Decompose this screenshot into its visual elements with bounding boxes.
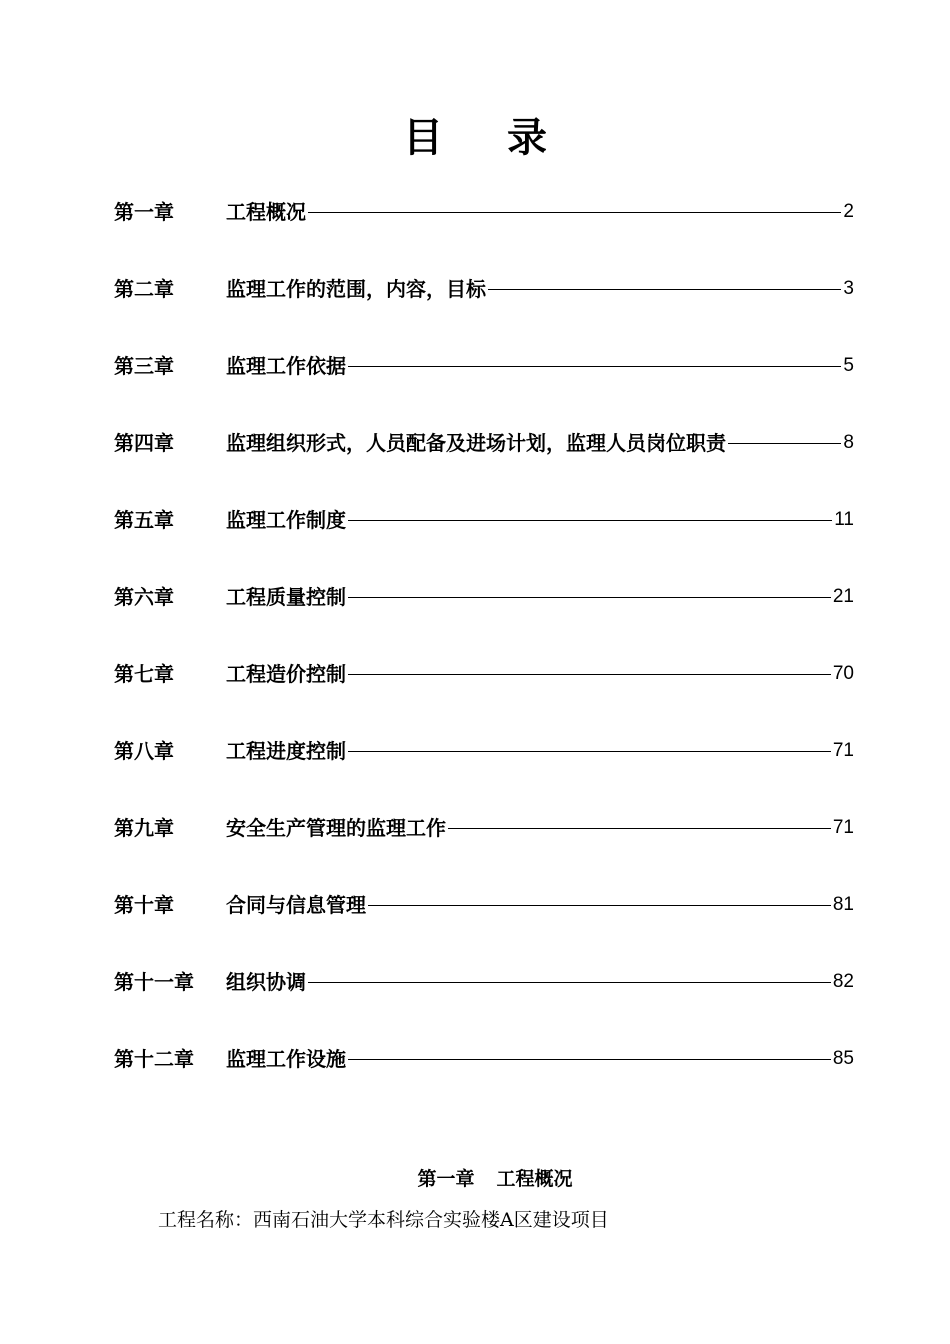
toc-chapter-number: 第十一章 bbox=[114, 970, 194, 994]
toc-chapter-number: 第十二章 bbox=[114, 1047, 194, 1071]
toc-chapter-heading: 安全生产管理的监理工作 bbox=[226, 816, 446, 840]
toc-page-number: 11 bbox=[834, 509, 854, 530]
toc-chapter-heading: 工程造价控制 bbox=[226, 662, 346, 686]
toc-leader-line bbox=[348, 348, 841, 384]
toc-leader-line bbox=[308, 964, 831, 1000]
toc-chapter-heading: 监理工作的范围，内容，目标 bbox=[226, 277, 486, 301]
toc-chapter-heading: 工程进度控制 bbox=[226, 739, 346, 763]
toc-leader-line bbox=[308, 194, 841, 230]
toc-chapter-number: 第二章 bbox=[114, 277, 174, 301]
toc-leader-line bbox=[728, 425, 841, 461]
toc-chapter-number: 第四章 bbox=[114, 431, 174, 455]
toc-chapter-heading: 合同与信息管理 bbox=[226, 893, 366, 917]
toc-page-number: 3 bbox=[843, 278, 854, 299]
toc-chapter-heading: 工程概况 bbox=[226, 200, 306, 224]
toc-page-number: 81 bbox=[832, 894, 854, 915]
toc-chapter-number: 第五章 bbox=[114, 508, 174, 532]
section-heading bbox=[0, 1163, 950, 1195]
toc-chapter-number: 第八章 bbox=[114, 739, 174, 763]
toc-entry[interactable] bbox=[114, 964, 854, 1041]
toc-page-number: 71 bbox=[832, 817, 854, 838]
toc-chapter-number: 第一章 bbox=[114, 200, 174, 224]
toc-entry[interactable] bbox=[114, 733, 854, 810]
toc-leader-line bbox=[348, 502, 832, 538]
toc-entry[interactable] bbox=[114, 810, 854, 887]
toc-chapter-number: 第七章 bbox=[114, 662, 174, 686]
project-name-value: 西南石油大学本科综合实验楼A区建设项目 bbox=[253, 1209, 609, 1231]
toc-page-number: 21 bbox=[832, 586, 854, 607]
toc-entry[interactable] bbox=[114, 1041, 854, 1118]
toc-chapter-heading: 监理组织形式，人员配备及进场计划，监理人员岗位职责 bbox=[226, 431, 726, 455]
toc-page-number: 5 bbox=[843, 355, 854, 376]
toc-entry[interactable] bbox=[114, 425, 854, 502]
toc-title-right: 录 bbox=[507, 115, 547, 161]
toc-entry[interactable] bbox=[114, 656, 854, 733]
toc-leader-line bbox=[348, 579, 831, 615]
toc-entry[interactable] bbox=[114, 502, 854, 579]
toc-chapter-number: 第九章 bbox=[114, 816, 174, 840]
toc-page-number: 82 bbox=[832, 971, 854, 992]
project-name-line bbox=[158, 1204, 609, 1236]
toc-leader-line bbox=[348, 733, 831, 769]
toc-page-number: 71 bbox=[832, 740, 854, 761]
toc-page-number: 85 bbox=[832, 1048, 854, 1069]
toc-title-left: 目 bbox=[403, 115, 443, 161]
toc-chapter-number: 第三章 bbox=[114, 354, 174, 378]
toc-page-number: 2 bbox=[843, 201, 854, 222]
toc-entry[interactable] bbox=[114, 271, 854, 348]
toc-list bbox=[114, 194, 854, 1118]
toc-chapter-heading: 组织协调 bbox=[226, 970, 306, 994]
toc-leader-line bbox=[488, 271, 841, 307]
toc-leader-line bbox=[448, 810, 831, 846]
toc-chapter-number: 第十章 bbox=[114, 893, 174, 917]
toc-chapter-heading: 监理工作设施 bbox=[226, 1047, 346, 1071]
toc-page-number: 70 bbox=[832, 663, 854, 684]
toc-leader-line bbox=[368, 887, 831, 923]
toc-entry[interactable] bbox=[114, 887, 854, 964]
toc-entry[interactable] bbox=[114, 579, 854, 656]
toc-entry[interactable] bbox=[114, 348, 854, 425]
toc-chapter-heading: 监理工作制度 bbox=[226, 508, 346, 532]
toc-chapter-heading: 监理工作依据 bbox=[226, 354, 346, 378]
section-title: 工程概况 bbox=[496, 1168, 573, 1190]
toc-entry[interactable] bbox=[114, 194, 854, 271]
toc-chapter-heading: 工程质量控制 bbox=[226, 585, 346, 609]
toc-leader-line bbox=[348, 656, 831, 692]
toc-title bbox=[0, 112, 950, 164]
toc-leader-line bbox=[348, 1041, 831, 1077]
toc-chapter-number: 第六章 bbox=[114, 585, 174, 609]
toc-page-number: 8 bbox=[843, 432, 854, 453]
section-chapter-number: 第一章 bbox=[417, 1168, 475, 1190]
project-name-label: 工程名称： bbox=[158, 1209, 254, 1231]
